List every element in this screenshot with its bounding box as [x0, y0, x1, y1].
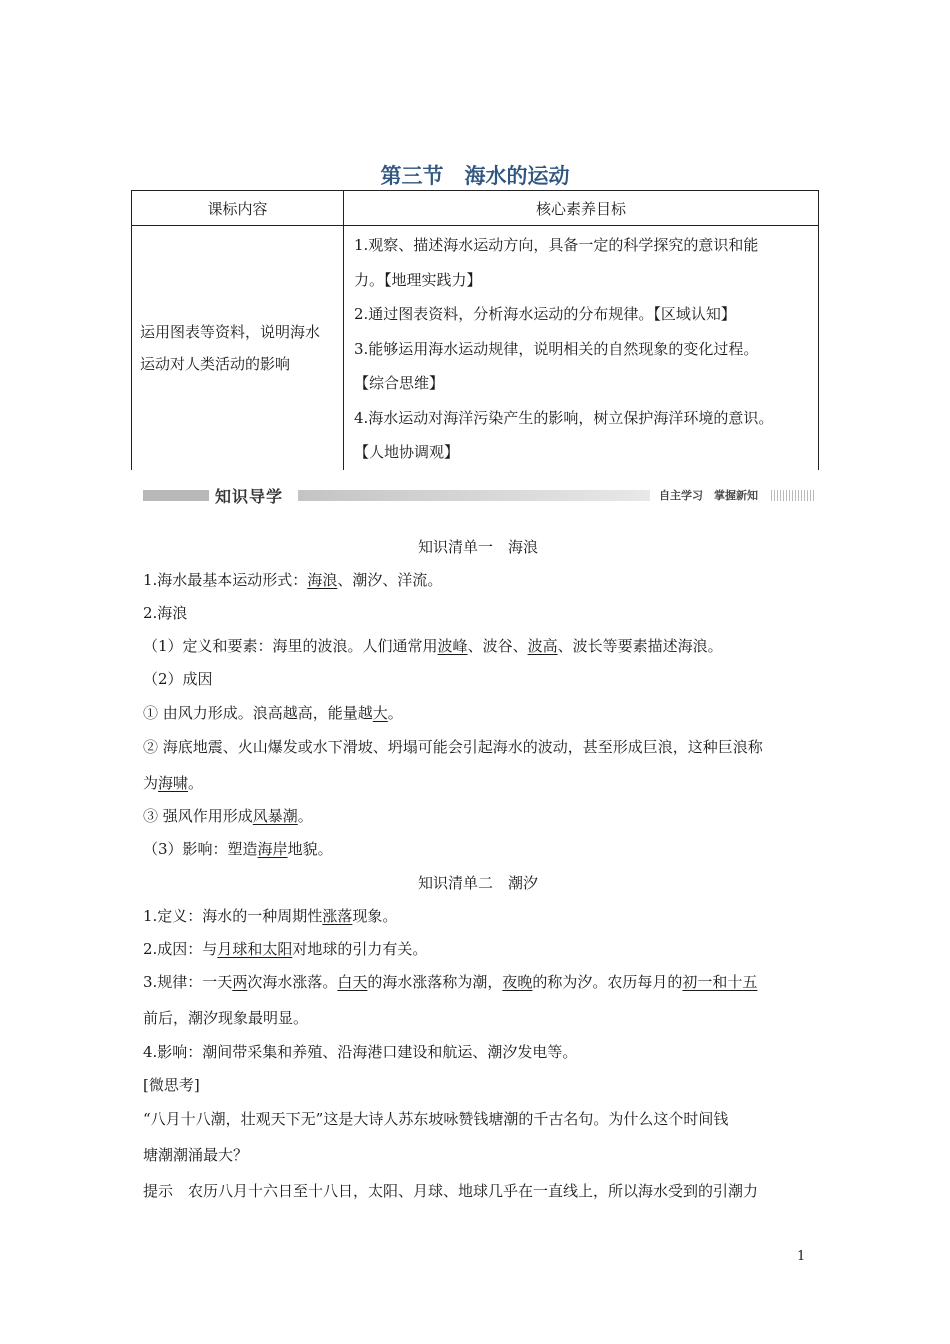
section2-heading: 知识清单二 潮汐	[417, 874, 538, 892]
standard-line: 运用图表等资料，说明海水	[140, 323, 321, 341]
text-line: 提示 农历八月十六日至十八日，太阳、月球、地球几乎在一直线上，所以海水受到的引潮力	[143, 1182, 759, 1200]
text-line: ③ 强风作用形成风暴潮。	[143, 807, 313, 825]
text-line: ① 由风力形成。浪高越高，能量越大。	[143, 704, 403, 722]
col-header-goals: 核心素养目标	[344, 191, 819, 226]
banner-label: 知识导学	[215, 487, 284, 506]
goal-line: 3.能够运用海水运动规律，说明相关的自然现象的变化过程。	[354, 339, 759, 358]
banner-left-bar	[143, 490, 209, 501]
text-line: 为海啸。	[143, 774, 204, 792]
text-line: 1.海水最基本运动形式：海浪、潮汐、洋流。	[143, 571, 443, 589]
text-line: 前后，潮汐现象最明显。	[143, 1009, 309, 1027]
section1-heading: 知识清单一 海浪	[417, 538, 538, 556]
banner-stripes	[771, 490, 815, 501]
text-line: “八月十八潮，壮观天下无”这是大诗人苏东坡咏赞钱塘潮的千古名句。为什么这个时间钱	[143, 1110, 729, 1128]
text-line: 2.海浪	[143, 604, 188, 622]
goal-line: 力。【地理实践力】	[354, 270, 482, 289]
text-line: ② 海底地震、火山爆发或水下滑坡、坍塌可能会引起海水的波动，甚至形成巨浪，这种巨浪称	[143, 738, 763, 756]
page-title: 第三节 海水的运动	[380, 164, 570, 188]
standard-cell	[132, 226, 344, 471]
think-label: [微思考]	[143, 1076, 200, 1094]
text-line: （2）成因	[143, 670, 213, 688]
text-line: 塘潮潮涌最大？	[143, 1146, 249, 1164]
text-line: （1）定义和要素：海里的波浪。人们通常用波峰、波谷、波高、波长等要素描述海浪。	[143, 637, 723, 655]
goal-line: 1.观察、描述海水运动方向，具备一定的科学探究的意识和能	[354, 236, 759, 254]
text-line: 4.影响：潮间带采集和养殖、沿海港口建设和航运、潮汐发电等。	[143, 1043, 578, 1061]
goals-cell	[344, 226, 819, 471]
text-line: 2.成因：与月球和太阳对地球的引力有关。	[143, 940, 428, 958]
col-header-standard: 课标内容	[132, 191, 344, 226]
goal-line: 2.通过图表资料，分析海水运动的分布规律。【区域认知】	[354, 305, 736, 323]
banner-right-bar	[298, 490, 650, 501]
goals-table	[131, 190, 819, 470]
goal-line: 4.海水运动对海洋污染产生的影响，树立保护海洋环境的意识。	[354, 408, 774, 427]
text-line: 1.定义：海水的一种周期性涨落现象。	[143, 907, 398, 925]
text-line: （3）影响：塑造海岸地貌。	[143, 840, 333, 858]
standard-line: 运动对人类活动的影响	[140, 355, 291, 373]
goal-line: 【综合思维】	[354, 374, 445, 392]
page-number: 1	[797, 1249, 806, 1264]
text-line: 3.规律：一天两次海水涨落。白天的海水涨落称为潮，夜晚的称为汐。农历每月的初一和十五	[143, 973, 758, 991]
banner-right-text: 自主学习 掌握新知	[659, 489, 758, 502]
section-banner	[143, 486, 815, 504]
goal-line: 【人地协调观】	[354, 443, 460, 461]
